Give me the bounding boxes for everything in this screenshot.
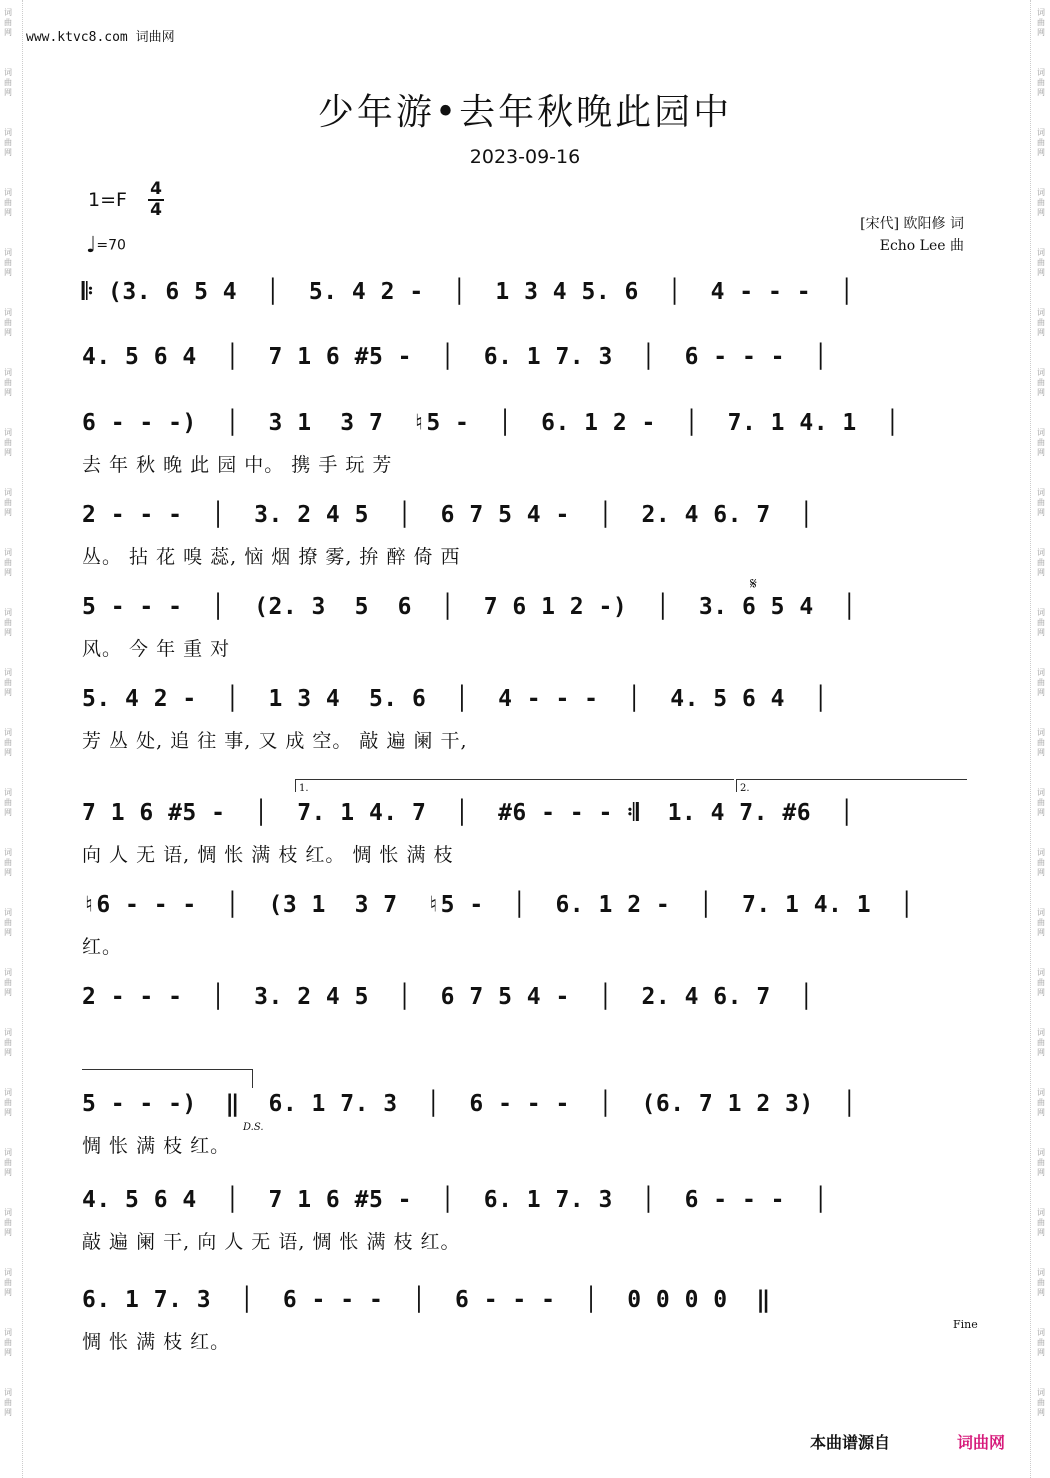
score-row-3: 6 - - -) │ 3 1 3 7 ♮5 - │ 6. 1 2 - │ 7. 1 4. 1 │ — [82, 410, 900, 436]
side-watermark-text: 词 曲 网 — [4, 608, 12, 637]
date-label: 2023-09-16 — [469, 146, 581, 168]
key-signature: 1=F — [88, 189, 127, 211]
side-watermark-text: 词 曲 网 — [4, 428, 12, 457]
volta-1-bracket — [295, 779, 734, 792]
side-watermark-text: 词 曲 网 — [4, 8, 12, 37]
score-row-4: 2 - - - │ 3. 2 4 5 │ 6 7 5 4 - │ 2. 4 6. 7 │ — [82, 502, 814, 528]
lyric-row-11: 敲 遍 阑 干, 向 人 无 语, 惆 怅 满 枝 红。 — [82, 1231, 461, 1253]
side-watermark-text: 词 曲 网 — [4, 188, 12, 217]
score-row-11: 4. 5 6 4 │ 7 1 6 #5 - │ 6. 1 7. 3 │ 6 - - - │ — [82, 1187, 829, 1213]
segno-sign: 𝄋 — [750, 574, 757, 593]
lyricist-credit: [宋代] 欧阳修 词 — [860, 216, 964, 232]
side-watermark-text: 词 曲 网 — [1037, 1388, 1045, 1417]
phrase-bracket — [82, 1069, 253, 1088]
side-watermark-text: 词 曲 网 — [1037, 188, 1045, 217]
volta-2-bracket — [736, 779, 967, 792]
score-row-10: 5 - - -) ‖ 6. 1 7. 3 │ 6 - - - │ (6. 7 1 2 3) │ — [82, 1091, 857, 1117]
side-watermark-text: 词 曲 网 — [1037, 668, 1045, 697]
lyric-row-6: 芳 丛 处, 追 往 事, 又 成 空。 敲 遍 阑 干, — [82, 730, 468, 752]
side-watermark-text: 词 曲 网 — [4, 1148, 12, 1177]
score-row-12: 6. 1 7. 3 │ 6 - - - │ 6 - - - │ 0 0 0 0 ‖ — [82, 1287, 771, 1313]
time-bottom: 4 — [150, 200, 162, 220]
lyric-row-10: 惆 怅 满 枝 红。 — [82, 1135, 231, 1157]
tempo-marking — [86, 233, 126, 258]
side-watermark-text: 词 曲 网 — [4, 908, 12, 937]
score-row-1: 𝄆 (3. 6 5 4 │ 5. 4 2 - │ 1 3 4 5. 6 │ 4 - - - │ — [82, 279, 855, 305]
side-watermark-text: 词 曲 网 — [1037, 248, 1045, 277]
score-row-8: ♮6 - - - │ (3 1 3 7 ♮5 - │ 6. 1 2 - │ 7. 1 4. 1 │ — [82, 892, 915, 918]
lyric-row-3: 去 年 秋 晚 此 园 中。 携 手 玩 芳 — [82, 454, 393, 476]
side-watermark-text: 词 曲 网 — [4, 1088, 12, 1117]
side-watermark-text: 词 曲 网 — [1037, 1148, 1045, 1177]
side-watermark-text: 词 曲 网 — [4, 68, 12, 97]
side-watermark-text: 词 曲 网 — [1037, 1088, 1045, 1117]
side-watermark-text: 词 曲 网 — [4, 368, 12, 397]
page-title: 少年游•去年秋晚此园中 — [317, 92, 733, 133]
side-watermark-text: 词 曲 网 — [1037, 68, 1045, 97]
volta-2-label: 2. — [740, 783, 750, 794]
side-watermark-text: 词 曲 网 — [4, 848, 12, 877]
right-margin-line — [1030, 0, 1031, 1478]
composer-credit: Echo Lee 曲 — [879, 238, 964, 254]
side-watermark-text: 词 曲 网 — [4, 1208, 12, 1237]
side-watermark-text: 词 曲 网 — [4, 548, 12, 577]
side-watermark-text: 词 曲 网 — [4, 488, 12, 517]
quarter-note-icon: ♩ — [86, 233, 97, 258]
lyric-row-4: 丛。 拈 花 嗅 蕊, 恼 烟 撩 雾, 拚 醉 倚 西 — [82, 546, 461, 568]
side-watermark-text: 词 曲 网 — [4, 968, 12, 997]
score-row-2: 4. 5 6 4 │ 7 1 6 #5 - │ 6. 1 7. 3 │ 6 - - - │ — [82, 344, 829, 370]
side-watermark-text: 词 曲 网 — [1037, 1328, 1045, 1357]
side-watermark-text: 词 曲 网 — [1037, 8, 1045, 37]
side-watermark-text: 词 曲 网 — [4, 308, 12, 337]
side-watermark-text: 词 曲 网 — [1037, 728, 1045, 757]
side-watermark-text: 词 曲 网 — [1037, 608, 1045, 637]
side-watermark-text: 词 曲 网 — [1037, 428, 1045, 457]
lyric-row-12: 惆 怅 满 枝 红。 — [82, 1331, 231, 1353]
side-watermark-text: 词 曲 网 — [1037, 908, 1045, 937]
side-watermark-text: 词 曲 网 — [1037, 968, 1045, 997]
side-watermark-text: 词 曲 网 — [4, 788, 12, 817]
score-row-5: 5 - - - │ (2. 3 5 6 │ 7 6 1 2 -) │ 3. 6 5 4 │ — [82, 594, 857, 620]
side-watermark-text: 词 曲 网 — [4, 128, 12, 157]
side-watermark-text: 词 曲 网 — [4, 1028, 12, 1057]
site-url[interactable]: www.ktvc8.com 词曲网 — [26, 30, 175, 45]
side-watermark-text: 词 曲 网 — [4, 1328, 12, 1357]
side-watermark-text: 词 曲 网 — [1037, 548, 1045, 577]
lyric-row-7: 向 人 无 语, 惆 怅 满 枝 红。 惆 怅 满 枝 — [82, 844, 454, 866]
side-watermark-text: 词 曲 网 — [4, 728, 12, 757]
tempo-value: =70 — [96, 237, 126, 254]
side-watermark-text: 词 曲 网 — [4, 668, 12, 697]
score-row-6: 5. 4 2 - │ 1 3 4 5. 6 │ 4 - - - │ 4. 5 6 4 │ — [82, 686, 829, 712]
side-watermark-text: 词 曲 网 — [1037, 848, 1045, 877]
side-watermark-text: 词 曲 网 — [4, 248, 12, 277]
volta-1-label: 1. — [299, 783, 309, 794]
side-watermark-text: 词 曲 网 — [1037, 1208, 1045, 1237]
time-top: 4 — [150, 179, 162, 199]
lyric-row-5: 风。 今 年 重 对 — [82, 638, 231, 660]
side-watermark-text: 词 曲 网 — [1037, 788, 1045, 817]
footer-source: 本曲谱源自 — [810, 1433, 891, 1452]
side-watermark-text: 词 曲 网 — [1037, 488, 1045, 517]
score-row-9: 2 - - - │ 3. 2 4 5 │ 6 7 5 4 - │ 2. 4 6. 7 │ — [82, 984, 814, 1010]
footer-brand-link[interactable]: 词曲网 — [957, 1433, 1006, 1452]
side-watermark-text: 词 曲 网 — [1037, 128, 1045, 157]
side-watermark-text: 词 曲 网 — [1037, 368, 1045, 397]
side-watermark-text: 词 曲 网 — [1037, 1268, 1045, 1297]
time-signature — [148, 180, 164, 220]
side-watermark-text: 词 曲 网 — [1037, 1028, 1045, 1057]
side-watermark-text: 词 曲 网 — [4, 1268, 12, 1297]
side-watermark-text: 词 曲 网 — [4, 1388, 12, 1417]
fine-marking: Fine — [953, 1318, 978, 1331]
side-watermark-text: 词 曲 网 — [1037, 308, 1045, 337]
ds-marking: D.S. — [243, 1122, 264, 1133]
lyric-row-8: 红。 — [82, 936, 123, 958]
score-row-7: 7 1 6 #5 - │ 7. 1 4. 7 │ #6 - - - 𝄇 1. 4 7. #6 │ — [82, 800, 855, 826]
left-margin-line — [22, 0, 23, 1478]
